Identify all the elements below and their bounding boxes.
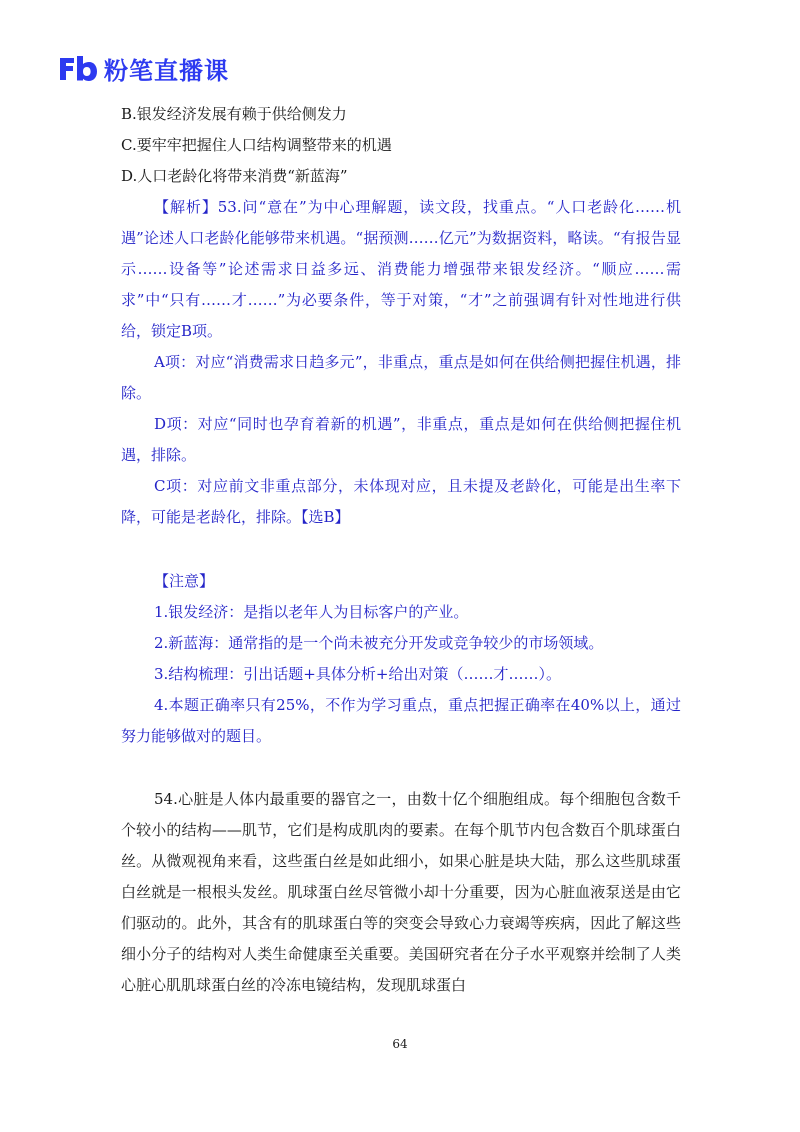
page-number: 64 [392,1037,408,1051]
note-item-1: 1.银发经济：是指以老年人为目标客户的产业。 [154,603,469,621]
analysis-item-c: C项：对应前文非重点部分，未体现对应，且未提及老龄化，可能是出生率下降，可能是老龄化，排除。【选B】 [121,477,681,526]
note-item-3: 3.结构梳理：引出话题+具体分析+给出对策（……才……）。 [154,665,561,683]
question-text: 54.心脏是人体内最重要的器官之一，由数十亿个细胞组成。每个细胞包含数千个较小的结构——肌节，它们是构成肌肉的要素。在每个肌节内包含数百个肌球蛋白丝。从微观视角来看，这些蛋白丝是如此细小，如果心脏是块大陆，那么这些肌球蛋白丝就是一根根头发丝。肌球蛋白丝尽管微小却十分重要，因为心脏血液泵送是由它们驱动的。此外，其含有的肌球蛋白等的突变会导致心力衰竭等疾病，因此了解这些细小分子的结构对人类生命健康至关重要。美国研究者在分子水平观察并绘制了人类心脏心肌肌球蛋白丝的冷冻电镜结构，发现肌球蛋白 [121,790,681,994]
analysis-item-a: A项：对应“消费需求日趋多元”，非重点，重点是如何在供给侧把握住机遇，排除。 [121,353,681,402]
logo-text: 粉笔直播课 [104,56,229,85]
answer-options [121,99,681,192]
document-body [121,99,681,1001]
note-title: 【注意】 [154,572,215,590]
note-item-4: 4.本题正确率只有25%，不作为学习重点，重点把握正确率在40%以上，通过努力能够做对的题目。 [121,696,681,745]
fb-logo-icon [58,54,98,82]
brand-logo [58,52,229,84]
analysis-paragraph: 【解析】53.问“意在”为中心理解题，读文段，找重点。“人口老龄化……机遇”论述人口老龄化能够带来机遇。“据预测……亿元”为数据资料，略读。“有报告显示……设备等”论述需求日益多远、消费能力增强带来银发经济。“顺应……需求”中“只有……才……”为必要条件，等于对策，“才”之前强调有针对性地进行供给，锁定B项。 [121,198,681,340]
analysis-section [121,192,681,533]
option-c: C.要牢牢把握住人口结构调整带来的机遇 [121,136,392,154]
option-d: D.人口老龄化将带来消费“新蓝海” [121,167,348,185]
option-b: B.银发经济发展有赖于供给侧发力 [121,105,347,123]
note-item-2: 2.新蓝海：通常指的是一个尚未被充分开发或竞争较少的市场领域。 [154,634,604,652]
analysis-item-d: D项：对应“同时也孕育着新的机遇”，非重点，重点是如何在供给侧把握住机遇，排除。 [121,415,681,464]
note-section [121,566,681,752]
question-54 [121,784,681,1001]
